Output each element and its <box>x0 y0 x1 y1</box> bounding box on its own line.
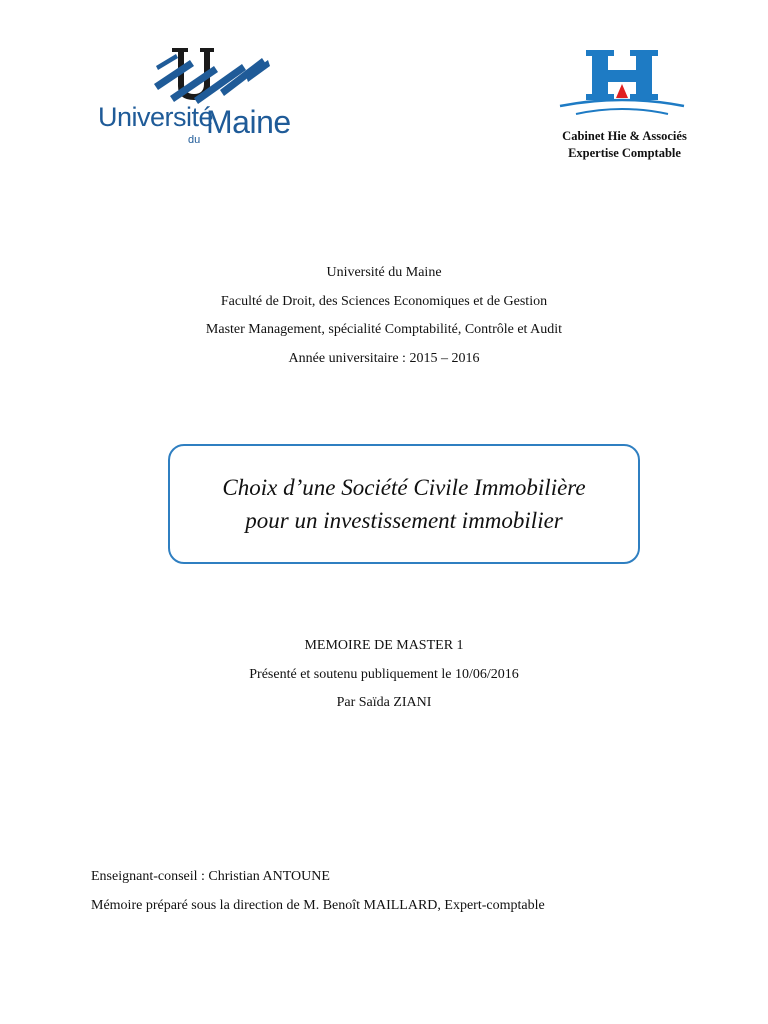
cabinet-hie-logo <box>552 48 697 166</box>
direction-line: Mémoire préparé sous la direction de M. Benoît MAILLARD, Expert-comptable <box>91 898 545 913</box>
academic-year: Année universitaire : 2015 – 2016 <box>288 350 480 366</box>
advisor-line: Enseignant-conseil : Christian ANTOUNE <box>91 869 330 884</box>
universite-du-maine-logo <box>98 44 303 144</box>
cabinet-name: Cabinet Hie & Associés <box>562 129 687 143</box>
faculty-name: Faculté de Droit, des Sciences Economiques et de Gestion <box>220 293 548 309</box>
supervision-info <box>91 862 731 920</box>
master-program: Master Management, spécialité Comptabilité, Contrôle et Audit <box>205 322 563 337</box>
memoire-type: MEMOIRE DE MASTER 1 <box>304 638 464 653</box>
author-name: Par Saïda ZIANI <box>336 695 432 710</box>
universite-mark-icon <box>150 44 270 104</box>
logo-word-maine: Maine <box>206 104 291 140</box>
cabinet-subtitle: Expertise Comptable <box>568 146 681 160</box>
thesis-title-box <box>168 444 640 564</box>
university-name: Université du Maine <box>326 265 442 280</box>
memoire-info <box>0 632 768 718</box>
thesis-title-line-2: pour un investissement immobilier <box>245 508 563 533</box>
thesis-title-line-1: Choix d’une Société Civile Immobilière <box>222 475 586 500</box>
cabinet-h-mark-icon <box>556 48 688 124</box>
logo-word-universite: Université <box>98 102 214 132</box>
defense-date: Présenté et soutenu publiquement le 10/06/2016 <box>249 666 519 682</box>
logo-word-du: du <box>188 134 201 146</box>
institution-info <box>0 259 768 373</box>
